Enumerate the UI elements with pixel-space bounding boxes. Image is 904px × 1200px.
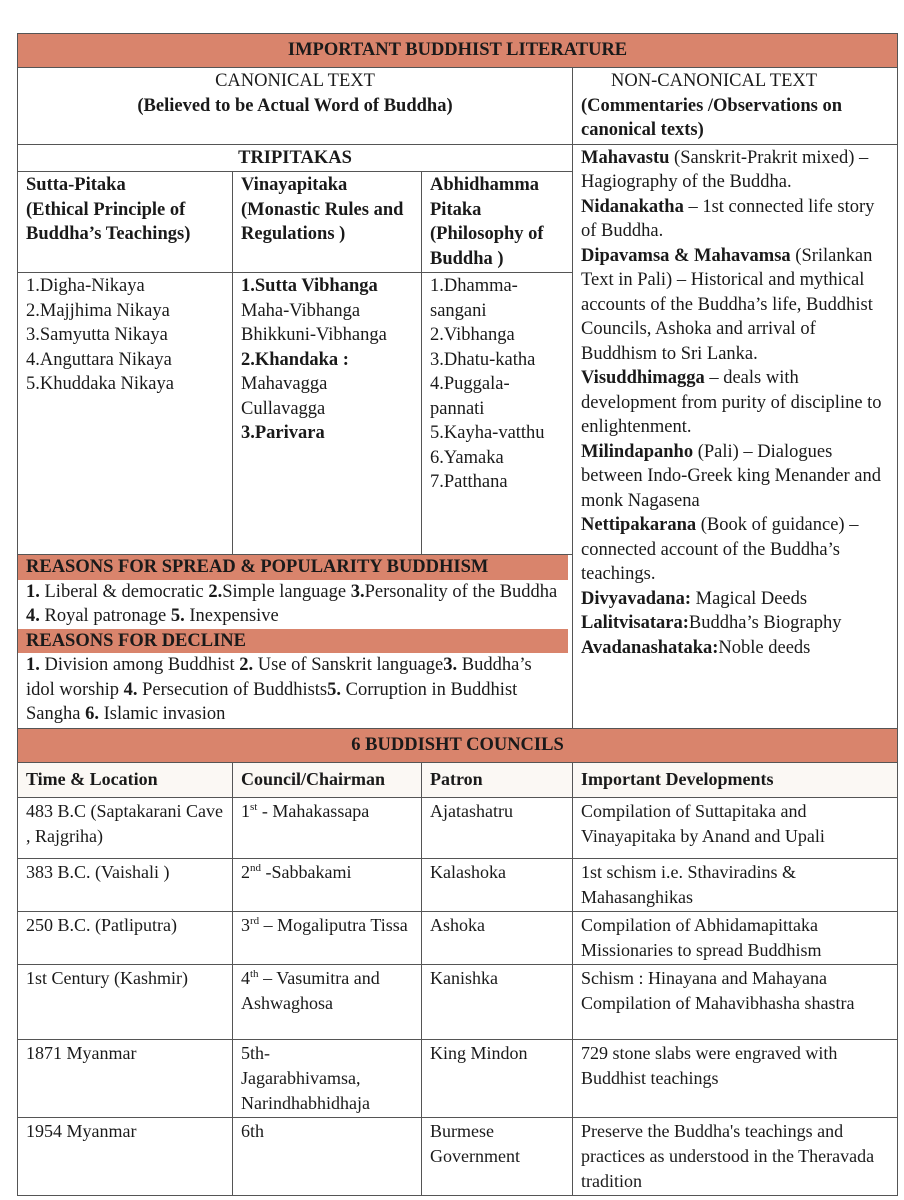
council-time: 483 B.C (Saptakarani Cave , Rajgriha): [18, 797, 233, 858]
canonical-heading: CANONICAL TEXT: [215, 71, 375, 91]
council-chairman: [233, 964, 422, 1039]
noncanonical-item: [581, 146, 889, 195]
noncanonical-item: [581, 513, 889, 587]
reason-text: Personality of the Buddha: [364, 581, 558, 602]
pitaka-header: [422, 172, 573, 273]
vinaya-item: Bhikkuni-Vibhanga: [241, 325, 387, 345]
reason-number: 4.: [26, 606, 40, 626]
canonical-header: [18, 68, 573, 145]
canonical-sub: (Believed to be Actual Word of Buddha): [137, 95, 453, 116]
council-developments: Schism : Hinayana and Mahayana Compilation of Mahavibhasha shastra: [573, 964, 898, 1039]
title: IMPORTANT BUDDHIST LITERATURE: [18, 34, 898, 68]
pitaka-desc: (Philosophy of Buddha ): [430, 224, 544, 269]
council-number-suffix: rd: [250, 914, 260, 927]
pitaka-desc: (Monastic Rules and Regulations ): [241, 199, 404, 244]
council-patron: Burmese Government: [422, 1117, 573, 1195]
council-number-suffix: th: [250, 967, 259, 980]
reason-text: Use of Sanskrit language: [253, 655, 444, 675]
council-time: 1st Century (Kashmir): [18, 964, 233, 1039]
decline-reasons: [26, 653, 564, 727]
abhidhamma-item: 5.Kayha-vatthu: [430, 423, 545, 443]
text-desc: (Book of guidance) – connected account of the Buddha’s teachings.: [581, 515, 859, 584]
chairman-name: -Sabbakami: [261, 861, 352, 882]
text-desc: Buddha’s Biography: [688, 613, 842, 633]
noncanonical-item: [581, 636, 889, 661]
text-name: Visuddhimagga: [581, 368, 705, 388]
council-chairman: [233, 1117, 422, 1195]
council-number-suffix: nd: [250, 861, 261, 874]
noncanonical-header: [573, 68, 898, 145]
text-name: Milindapanho: [581, 441, 694, 462]
vinaya-item: 3.Parivara: [241, 423, 325, 443]
text-desc: Magical Deeds: [691, 588, 808, 609]
council-patron: Kalashoka: [422, 858, 573, 911]
reason-text: Royal patronage: [39, 606, 171, 626]
council-developments: Compilation of Suttapitaka and Vinayapitaka by Anand and Upali: [573, 797, 898, 858]
reason-text: Corruption in Buddhist Sangha: [26, 679, 518, 724]
pitaka-name: Abhidhamma Pitaka: [430, 175, 539, 220]
abhidhamma-item: 6.Yamaka: [430, 447, 504, 468]
text-name: Divyavadana:: [581, 588, 691, 609]
vinaya-item: 2.Khandaka :: [241, 349, 349, 370]
noncanonical-heading: NON-CANONICAL TEXT: [611, 71, 818, 91]
reason-number: 3.: [443, 655, 458, 675]
council-patron: King Mindon: [422, 1039, 573, 1117]
noncanonical-item: [581, 440, 889, 514]
council-number: 2: [241, 861, 250, 882]
column-header: Patron: [422, 762, 573, 797]
council-row: [18, 1039, 898, 1117]
pitaka-name: Vinayapitaka: [241, 175, 348, 195]
reason-text: Buddha’s idol worship: [26, 655, 532, 700]
text-desc: Noble deeds: [718, 637, 811, 658]
chairman-name: - Mahakassapa: [257, 800, 370, 821]
council-patron: Ajatashatru: [422, 797, 573, 858]
council-number: 3: [241, 914, 250, 935]
text-desc: – deals with development from purity of discipline to enlightenment.: [581, 368, 882, 437]
pitaka-name: Sutta-Pitaka: [26, 175, 126, 195]
chairman-name: – Mogaliputra Tissa: [259, 914, 408, 935]
council-developments: 1st schism i.e. Sthaviradins & Mahasanghikas: [573, 858, 898, 911]
council-chairman: [233, 797, 422, 858]
council-row: [18, 911, 898, 964]
councils-table: [18, 762, 898, 1195]
council-developments: 729 stone slabs were engraved with Buddhist teachings: [573, 1039, 898, 1117]
council-number: 1: [241, 800, 250, 821]
text-name: Lalitvisatara:: [581, 613, 689, 633]
spread-heading: REASONS FOR SPREAD & POPULARITY BUDDHISM: [18, 555, 568, 580]
council-row: [18, 964, 898, 1039]
spread-reasons: [26, 580, 564, 629]
literature-table: [17, 33, 898, 1196]
pitaka-header: [233, 172, 422, 273]
council-chairman: [233, 911, 422, 964]
text-name: Dipavamsa & Mahavamsa: [581, 245, 791, 266]
council-patron: Ashoka: [422, 911, 573, 964]
council-time: 1954 Myanmar: [18, 1117, 233, 1195]
text-name: Avadanashataka:: [581, 637, 719, 658]
text-desc: – 1st connected life story of Buddha.: [581, 196, 875, 241]
council-number: 6th: [241, 1120, 265, 1141]
reason-text: Islamic invasion: [98, 704, 226, 724]
noncanonical-list: [573, 144, 898, 728]
council-time: 250 B.C. (Patliputra): [18, 911, 233, 964]
reason-text: Persecution of Buddhists: [137, 679, 328, 700]
sutta-item: 2.Majjhima Nikaya: [26, 300, 170, 321]
column-header: Important Developments: [573, 762, 898, 797]
council-row: [18, 1117, 898, 1195]
council-chairman: [233, 858, 422, 911]
chairman-name: – Vasumitra and Ashwaghosa: [241, 967, 380, 1013]
tripitakas: TRIPITAKAS: [18, 144, 573, 172]
council-time: 383 B.C. (Vaishali ): [18, 858, 233, 911]
council-number: 4: [241, 967, 250, 988]
reason-number: 3.: [350, 581, 365, 602]
council-row: [18, 858, 898, 911]
vinaya-item: Mahavagga: [241, 374, 328, 394]
abhidhamma-item: 1.Dhamma-sangani: [430, 276, 518, 321]
pitaka-header: [18, 172, 233, 273]
abhidhamma-items: [422, 273, 573, 555]
noncanonical-item: [581, 611, 889, 636]
sutta-item: 4.Anguttara Nikaya: [26, 349, 172, 370]
text-desc: (Srilankan Text in Pali) – Historical and mythical accounts of the Buddha’s life, Buddhist Councils, Ashoka and arrival of Buddhism to Sri Lanka.: [581, 245, 873, 364]
noncanonical-item: [581, 366, 889, 440]
text-name: Nettipakarana: [581, 515, 697, 535]
council-developments: Preserve the Buddha's teachings and practices as understood in the Theravada tradition: [573, 1117, 898, 1195]
council-number: 5th-: [241, 1042, 270, 1063]
reason-number: 4.: [123, 679, 138, 700]
reason-text: Simple language: [222, 581, 351, 602]
text-desc: (Sanskrit-Prakrit mixed) – Hagiography of the Buddha.: [581, 147, 869, 192]
council-chairman: [233, 1039, 422, 1117]
vinaya-item: 1.Sutta Vibhanga: [241, 276, 378, 296]
reason-number: 2.: [208, 581, 223, 602]
abhidhamma-item: 7.Patthana: [430, 472, 508, 492]
noncanonical-item: [581, 587, 889, 612]
pitaka-desc: (Ethical Principle of Buddha’s Teachings): [26, 199, 191, 244]
reasons-section: [18, 555, 573, 729]
column-header: Council/Chairman: [233, 762, 422, 797]
vinaya-item: Cullavagga: [241, 398, 326, 419]
abhidhamma-item: 2.Vibhanga: [430, 325, 515, 345]
text-name: Nidanakatha: [581, 196, 684, 217]
council-number-suffix: st: [250, 800, 258, 813]
vinaya-items: [233, 273, 422, 555]
sutta-item: 1.Digha-Nikaya: [26, 276, 145, 296]
abhidhamma-item: 4.Puggala-pannati: [430, 374, 510, 419]
reason-number: 5.: [170, 606, 185, 626]
reason-text: Inexpensive: [184, 606, 279, 626]
text-name: Mahavastu: [581, 147, 670, 168]
sutta-item: 5.Khuddaka Nikaya: [26, 374, 174, 394]
council-patron: Kanishka: [422, 964, 573, 1039]
councils-title: 6 BUDDISHT COUNCILS: [18, 728, 898, 762]
reason-number: 1.: [26, 581, 40, 602]
noncanonical-item: [581, 244, 889, 367]
reason-number: 1.: [26, 655, 40, 675]
sutta-item: 3.Samyutta Nikaya: [26, 325, 168, 345]
noncanonical-item: [581, 195, 889, 244]
council-time: 1871 Myanmar: [18, 1039, 233, 1117]
reason-number: 5.: [327, 679, 342, 700]
noncanonical-sub: (Commentaries /Observations on canonical texts): [581, 95, 843, 140]
reason-number: 2.: [239, 655, 254, 675]
reason-text: Liberal & democratic: [39, 581, 209, 602]
sutta-items: [18, 273, 233, 555]
decline-heading: REASONS FOR DECLINE: [18, 629, 568, 654]
abhidhamma-item: 3.Dhatu-katha: [430, 349, 536, 370]
chairman-name: Jagarabhivamsa, Narindhabhidhaja: [241, 1067, 370, 1113]
text-desc: (Pali) – Dialogues between Indo-Greek king Menander and monk Nagasena: [581, 441, 881, 511]
council-row: [18, 797, 898, 858]
reason-text: Division among Buddhist: [39, 655, 240, 675]
council-developments: Compilation of Abhidamapittaka Missionaries to spread Buddhism: [573, 911, 898, 964]
councils-header-row: [18, 762, 898, 797]
reason-number: 6.: [85, 704, 99, 724]
vinaya-item: Maha-Vibhanga: [241, 300, 361, 321]
column-header: Time & Location: [18, 762, 233, 797]
